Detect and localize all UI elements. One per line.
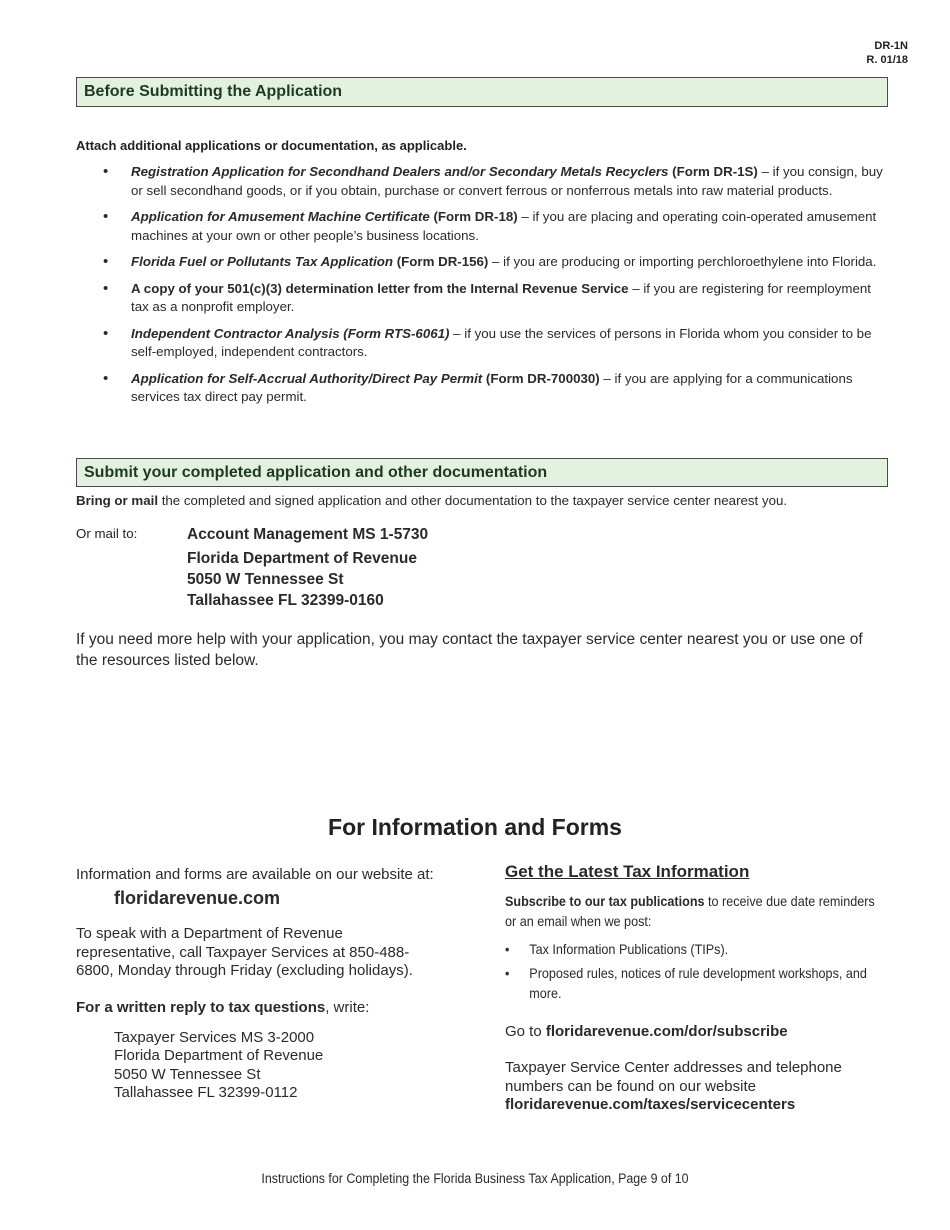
item-title: Application for Self-Accrual Authority/Direct Pay Permit	[131, 370, 483, 386]
mail-to-label: Or mail to:	[76, 526, 138, 541]
latest-tax-info-heading: Get the Latest Tax Information	[505, 862, 750, 881]
speak-representative-text: To speak with a Department of Revenue representative, call Taxpayer Services at 850-488-6800, Monday through Friday (excluding holidays).	[76, 925, 413, 979]
address-line: Account Management MS 1-5730	[187, 526, 429, 543]
written-body: , write:	[325, 998, 370, 1016]
list-item	[76, 208, 888, 245]
info-left-column	[76, 866, 466, 1103]
bullet-icon: •	[103, 208, 109, 225]
address-line: 5050 W Tennessee St	[187, 571, 344, 588]
item-form: (Form DR-18)	[429, 209, 518, 224]
website-link[interactable]: floridarevenue.com	[114, 888, 281, 908]
subscribe-text	[505, 891, 883, 931]
address-line: Tallahassee FL 32399-0112	[114, 1084, 298, 1101]
attach-intro: Attach additional applications or documentation, as applicable.	[76, 138, 467, 153]
item-form: (Form DR-700030)	[482, 370, 600, 386]
section-heading-before-submitting: Before Submitting the Application	[76, 77, 888, 107]
item-title: Florida Fuel or Pollutants Tax Application	[131, 254, 394, 269]
form-revision: R. 01/18	[866, 54, 908, 66]
list-item	[505, 939, 883, 959]
bullet-icon: •	[103, 369, 109, 387]
bring-bold: Bring or mail	[76, 493, 159, 508]
item-form: A copy of your 501(c)(3) determination letter from the Internal Revenue Service	[131, 280, 629, 296]
mailing-address	[187, 524, 428, 611]
bullet-icon: •	[103, 279, 109, 297]
bullet-icon: •	[103, 324, 109, 342]
list-item	[76, 370, 888, 407]
form-identifier	[866, 39, 908, 67]
info-forms-title: For Information and Forms	[328, 814, 622, 840]
list-item-text: Proposed rules, notices of rule development workshops, and more.	[529, 965, 867, 1001]
list-item	[76, 325, 888, 362]
item-text: – if you use the services of persons in Florida whom you consider to be self-employed, independent contractors.	[131, 325, 872, 359]
written-reply-text	[76, 999, 466, 1017]
subscribe-body: to receive due date reminders or an email when we post:	[505, 893, 875, 929]
written-bold: For a written reply to tax questions	[76, 998, 326, 1016]
item-title: Independent Contractor Analysis (Form RTS-6061)	[131, 325, 450, 341]
bullet-icon: •	[103, 253, 109, 270]
item-text: – if you consign, buy or sell secondhand goods, or if you obtain, purchase or convert ferrous or nonferrous metals into raw material products.	[131, 164, 883, 198]
info-right-column	[505, 862, 895, 1115]
goto-text: Go to	[505, 1023, 546, 1040]
list-item-text: Tax Information Publications (TIPs).	[529, 941, 729, 957]
bullet-icon: •	[103, 163, 109, 180]
bring-body: the completed and signed application and other documentation to the taxpayer service center nearest you.	[158, 493, 788, 508]
centers-body: Taxpayer Service Center addresses and telephone numbers can be found on our website	[505, 1059, 842, 1095]
subscribe-link[interactable]: floridarevenue.com/dor/subscribe	[545, 1023, 788, 1040]
subscribe-bold: Subscribe to our tax publications	[505, 893, 705, 909]
bullet-icon: •	[505, 965, 510, 981]
bullet-icon: •	[505, 941, 510, 957]
list-item	[505, 963, 883, 1003]
form-number: DR-1N	[874, 40, 908, 52]
address-line: Florida Department of Revenue	[187, 550, 417, 567]
item-form: (Form DR-156)	[393, 254, 489, 269]
address-line: 5050 W Tennessee St	[114, 1065, 261, 1083]
item-text: – if you are applying for a communications services tax direct pay permit.	[131, 370, 853, 404]
list-item	[76, 163, 888, 200]
list-item	[76, 280, 888, 317]
publications-list	[505, 939, 895, 1003]
item-form: (Form DR-1S)	[668, 164, 758, 179]
item-text: – if you are placing and operating coin-operated amusement machines at your own or other people’s business locations.	[131, 209, 877, 243]
item-title: Registration Application for Secondhand Dealers and/or Secondary Metals Recyclers	[131, 164, 669, 179]
taxpayer-services-address	[114, 1029, 466, 1103]
item-text: – if you are registering for reemployment tax as a nonprofit employer.	[131, 280, 871, 314]
bring-or-mail-text	[76, 493, 787, 508]
item-title: Application for Amusement Machine Certificate	[131, 209, 430, 224]
subscribe-goto	[505, 1023, 895, 1040]
section-heading-submit: Submit your completed application and other documentation	[76, 458, 888, 487]
service-centers-link[interactable]: floridarevenue.com/taxes/servicecenters	[505, 1096, 796, 1113]
service-centers-text	[505, 1059, 895, 1115]
forms-available-text: Information and forms are available on our website at:	[76, 866, 434, 883]
address-line: Taxpayer Services MS 3-2000	[114, 1028, 315, 1046]
help-text: If you need more help with your application, you may contact the taxpayer service center nearest you or use one of the resources listed below.	[76, 631, 863, 669]
address-line: Tallahassee FL 32399-0160	[187, 592, 384, 609]
list-item	[76, 253, 888, 272]
page-footer: Instructions for Completing the Florida Business Tax Application, Page 9 of 10	[261, 1171, 689, 1186]
attachments-list	[76, 163, 888, 415]
item-text: – if you are producing or importing perchloroethylene into Florida.	[488, 254, 877, 269]
address-line: Florida Department of Revenue	[114, 1047, 324, 1064]
